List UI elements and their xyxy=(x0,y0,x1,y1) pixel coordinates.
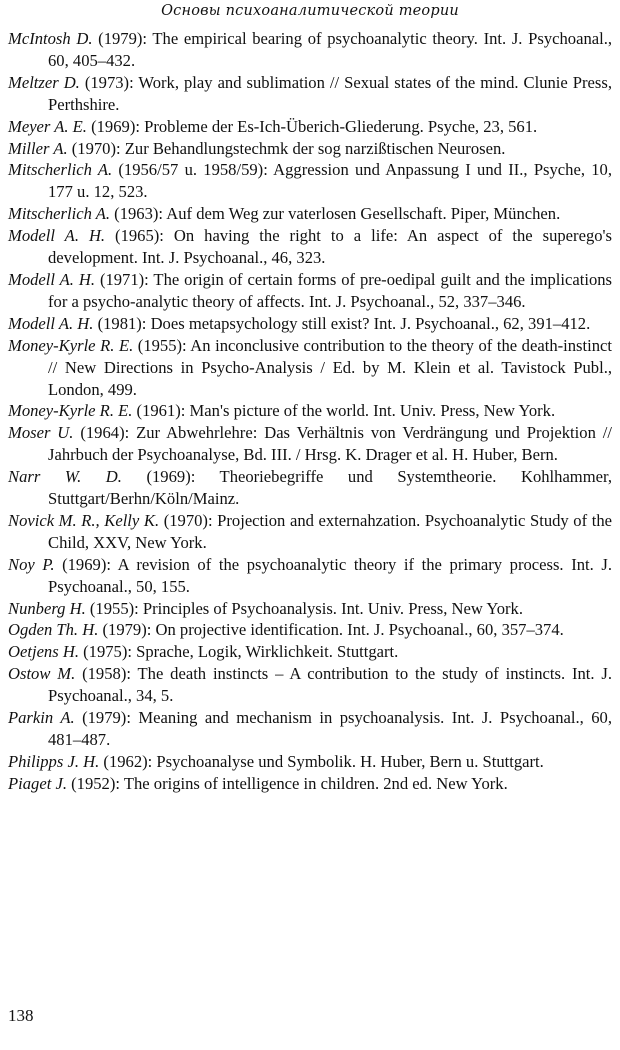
reference-details: (1962): Psychoanalyse und Symbolik. H. Huber, Bern u. Stuttgart. xyxy=(99,751,544,771)
reference-details: (1964): Zur Abwehrlehre: Das Verhältnis von Verdrängung und Projektion // Jahrbuch der Psychoanalyse, Bd. III. / Hrsg. K. Drager et al. H. Huber, Bern. xyxy=(48,423,613,465)
reference-details: (1955): Principles of Psychoanalysis. Int. Univ. Press, New York. xyxy=(85,598,524,618)
reference-details: (1961): Man's picture of the world. Int. Univ. Press, New York. xyxy=(132,401,556,421)
reference-details: (1969): Theoriebegriffe und Systemtheorie. Kohlhammer, Stuttgart/Berhn/Köln/Mainz. xyxy=(48,467,612,509)
reference-entry xyxy=(8,510,612,554)
reference-author: Moser U. xyxy=(8,423,74,443)
reference-author: Miller A. xyxy=(8,138,68,158)
reference-entry xyxy=(8,554,612,598)
reference-entry xyxy=(8,313,612,335)
reference-author: Philipps J. H. xyxy=(8,751,100,771)
reference-author: Modell A. H. xyxy=(8,269,95,289)
reference-author: Nunberg H. xyxy=(8,598,86,618)
reference-author: Meltzer D. xyxy=(8,72,80,92)
page-number: 138 xyxy=(8,1006,34,1025)
reference-details: (1958): The death instincts – A contribution to the study of instincts. Int. J. Psychoanal., 34, 5. xyxy=(48,664,612,706)
reference-entry xyxy=(8,641,612,663)
reference-author: Parkin A. xyxy=(8,708,75,728)
reference-details: (1971): The origin of certain forms of pre-oedipal guilt and the implications for a psycho-analytic theory of affects. Int. J. Psychoanal., 52, 337–346. xyxy=(48,269,612,311)
reference-entry xyxy=(8,28,612,72)
reference-details: (1965): On having the right to a life: An aspect of the superego's development. Int. J. Psychoanal., 46, 323. xyxy=(48,226,612,268)
reference-author: Narr W. D. xyxy=(8,467,122,487)
reference-details: (1969): Probleme der Es-Ich-Überich-Gliederung. Psyche, 23, 561. xyxy=(86,116,538,136)
reference-entry xyxy=(8,773,612,795)
reference-entry xyxy=(8,203,612,225)
reference-author: Modell A. H. xyxy=(8,226,106,246)
reference-author: Mitscherlich A. xyxy=(8,204,111,224)
reference-entry xyxy=(8,335,612,401)
reference-entry xyxy=(8,466,612,510)
reference-details: (1970): Zur Behandlungstechmk der sog narzißtischen Neurosen. xyxy=(67,138,506,158)
reference-details: (1956/57 u. 1958/59): Aggression und Anpassung I und II., Psyche, 10, 177 u. 12, 523. xyxy=(48,160,612,202)
reference-author: Meyer A. E. xyxy=(8,116,87,136)
reference-entry xyxy=(8,422,612,466)
reference-author: Mitscherlich A. xyxy=(8,160,113,180)
reference-entry xyxy=(8,598,612,620)
reference-details: (1973): Work, play and sublimation // Sexual states of the mind. Clunie Press, Perthshire. xyxy=(48,72,612,114)
reference-entry xyxy=(8,751,612,773)
reference-details: (1981): Does metapsychology still exist? Int. J. Psychoanal., 62, 391–412. xyxy=(93,313,591,333)
reference-author: Money-Kyrle R. E. xyxy=(8,401,133,421)
reference-details: (1979): Meaning and mechanism in psychoanalysis. Int. J. Psychoanal., 60, 481–487. xyxy=(48,708,613,749)
reference-details: (1969): A revision of the psychoanalytic theory if the primary process. Int. J. Psychoanal., 50, 155. xyxy=(48,554,612,596)
reference-author: Ostow M. xyxy=(8,664,76,684)
reference-entry xyxy=(8,138,612,160)
reference-author: Money-Kyrle R. E. xyxy=(8,335,134,355)
reference-details: (1970): Projection and externahzation. Psychoanalytic Study of the Child, XXV, New York. xyxy=(48,510,612,552)
reference-entry xyxy=(8,663,612,707)
reference-details: (1955): An inconclusive contribution to the theory of the death-instinct // New Directions in Psycho-Analysis / Ed. by M. Klein et al. Tavistock Publ., London, 499. xyxy=(48,335,612,399)
reference-entry xyxy=(8,269,612,313)
reference-author: Modell A. H. xyxy=(8,313,94,333)
reference-author: Oetjens H. xyxy=(8,642,79,662)
reference-entry xyxy=(8,72,612,116)
reference-entry xyxy=(8,400,612,422)
reference-details: (1979): On projective identification. Int. J. Psychoanal., 60, 357–374. xyxy=(98,620,564,640)
reference-entry xyxy=(8,225,612,269)
reference-author: Ogden Th. H. xyxy=(8,620,99,640)
reference-author: McIntosh D. xyxy=(8,29,93,48)
reference-list xyxy=(8,28,612,795)
reference-details: (1979): The empirical bearing of psychoanalytic theory. Int. J. Psychoanal., 60, 405–432. xyxy=(48,29,613,70)
reference-details: (1952): The origins of intelligence in children. 2nd ed. New York. xyxy=(66,773,508,793)
reference-details: (1963): Auf dem Weg zur vaterlosen Gesellschaft. Piper, München. xyxy=(110,204,561,224)
reference-details: (1975): Sprache, Logik, Wirklichkeit. Stuttgart. xyxy=(78,642,399,662)
reference-entry xyxy=(8,619,612,641)
reference-author: Piaget J. xyxy=(8,773,67,793)
reference-entry xyxy=(8,159,612,203)
running-header: Основы психоаналитической теории xyxy=(161,3,459,19)
reference-entry xyxy=(8,707,612,751)
reference-author: Noy P. xyxy=(8,554,55,574)
reference-entry xyxy=(8,116,612,138)
reference-author: Novick M. R., Kelly K. xyxy=(8,510,160,530)
